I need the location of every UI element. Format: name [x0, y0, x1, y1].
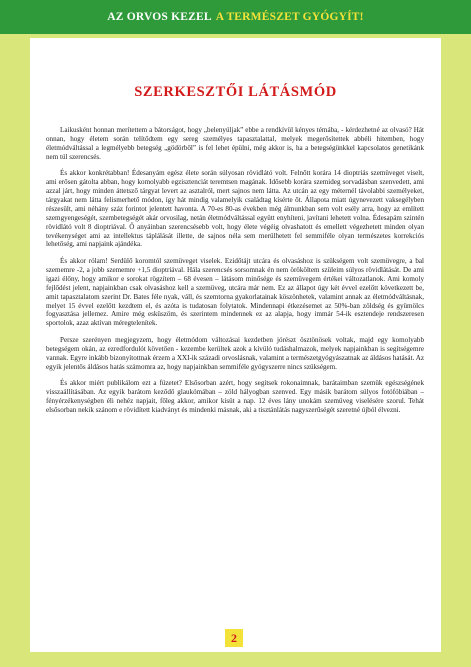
banner-text-primary: AZ ORVOS KEZEL	[107, 11, 212, 23]
page-number: 2	[225, 629, 243, 647]
paragraph: Persze szerényen megjegyzem, hogy életmódom változásai kezdetben jórészt ösztönösek voltak, majd egy komolyabb betegségem okán, az ezredfordulót követően - kezembe kerültek azok a kívüló tudáshalmazok, melyek napjainkban is segítségemre vannak. Egyre inkább bizonyítottnak érzem a XXI-ik századi orvoslásnak, valamint a természetgyógyászatnak az áldásos hatását. Az egyik jelentős áldásos hatás számomra az, hogy napjainkban semmiféle gyógyszerre nincs szükségem.	[46, 335, 424, 371]
article-body	[46, 126, 424, 422]
paragraph: És akkor konkrétabban! Édesanyám egész élete során súlyosan rövidlátó volt. Felnőtt korára 14 dioptriás szemüveget viselt, ami erősen gátolta abban, hogy komolyabb egzisztenciát teremtsen magának. Idősebb korára szemideg sorvadásban szenvedett, ami azzal járt, hogy minden áttetsző tárgyat levert az asztalról, mert sajnos nem látta. Az utcán az egy méternél távolabbi személyeket, tárgyakat nem látta felismerhető módon, így hát mindig valamelyik családtag kísérte őt. Állapota miatt úgynevezett vaksegélyben részesült, ami néhány száz forintot jelentett havonta. A 70-es 80-as években még álmunkban sem volt esély arra, hogy az említett szemgyengeségét, szembetegségét akár orvosilag, netán életmódváltással együtt enyhíteni, javítani lehetett volna. Édesapám szintén rövidlátó volt 8 dioptriával. Ő anyáinban szerencsésebb volt, hogy élete végéig olvashatott és emellett végezhetett minden olyan tevékenységet ami az intellektus táplálását illette, de sajnos néla sem merülhetett fel semmiféle olyan természetes korrekciós lehetőség, ami napjaink ajándéka.	[46, 169, 424, 249]
paragraph: És akkor miért publikálom ezt a füzetet? Elsősorban azért, hogy segítsek rokonaimnak, barátaimban szemük egészségének visszaállításában. Az egyik barátom keződő glaukómában – zöld hályogban szenved. Egy másik barátom súlyos fotófóbiában – fényérzékenységben éli nehéz napjait, főleg akkor, amikor kisüt a nap. 12 éves lány unokám szemüveg viselésére szorul. Tehát elsősorban nekik szánom e rövidített kiadványt és mindenki másnak, aki a tisztánlátás nagyszerűségét szeretné újból élvezni.	[46, 379, 424, 414]
paragraph: Laikusként honnan merítettem a bátorságot, hogy „belenyúljak” ebbe a rendkívül kényes témába, - kérdezhetné az olvasó? Hát onnan, hogy életem során telítődtem egy sereg személyes tapasztalattal, melyek megerősítettek abbéli hitemben, hogy életmódváltással a legmélyebb betegség „gödörből” is fel lehet épülni, még akkor is, ha a betegségünkkel kapcsolatos genetikánk nem túl szerencsés.	[46, 126, 424, 161]
page-content	[30, 38, 441, 652]
header-banner	[0, 0, 471, 34]
banner-text-accent: A TERMÉSZET GYÓGYÍT!	[215, 11, 364, 23]
paragraph: És akkor rólam! Serdülő koromtól szemüveget viselek. Ezidőtájt utcára és olvasáshoz is szükségem volt szemüvegre, a bal szememre -2, a jobb szememre +1,5 dioptriával. Hála szerencsés sorsomnak én nem örököltem szüleim súlyos rövidlátását. De ami igazi élőny, hogy amikor e sorokat rögzítem – 68 évesen – látásom minősége és szemüvegem értékei változatlanok. Ami komoly fejlődést jelent, napjainkban csak olvasáshoz kell a szemüveg, utcára már nem. Ez az állapot úgy két évvel ezelőtt következett be, amit tapasztalatom szerint Dr. Bates féle nyak, váll, és szemtorna gyakorlatainak köszönhetek, valamint annak az életmódváltásnak, melyet 15 évvel ezelőtt kezdtem el, és azóta is tudatosan folytatok. Mindennapi étkezésemet az 50%-ban zöldség és gyümölcs fogyasztása jellemez. Amire még esküszöm, és szerintem mindennek ez az alapja, hogy immár 54-ik esztendeje rendszeresen sportolok, azaz aktívan méregtelenítek.	[46, 256, 424, 328]
page-title: SZERKESZTŐI LÁTÁSMÓD	[134, 84, 337, 100]
